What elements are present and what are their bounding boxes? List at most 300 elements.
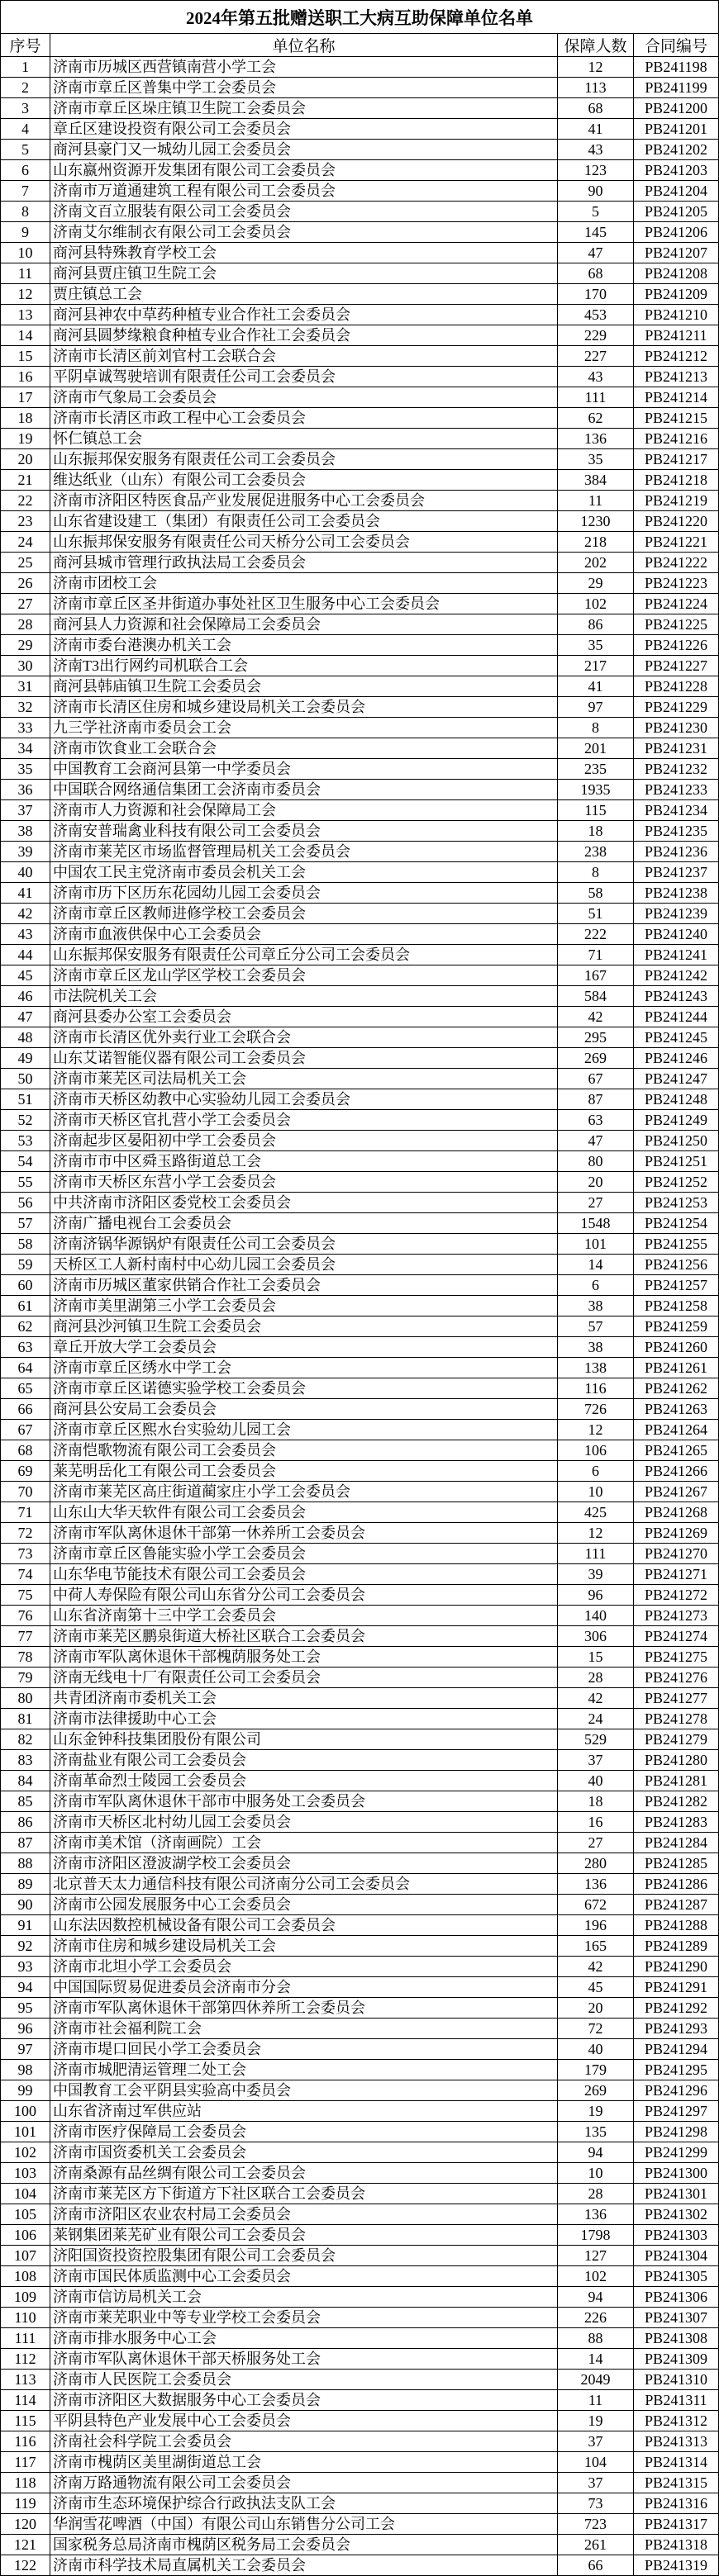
row-unit-name: 济南市公园发展服务中心工会委员会 (50, 1895, 558, 1915)
row-count: 140 (558, 1606, 634, 1626)
row-seq: 122 (1, 2555, 50, 2576)
table-row (1, 1812, 719, 1833)
table-row (1, 842, 719, 862)
row-count: 2049 (558, 2370, 634, 2390)
row-seq: 54 (1, 1151, 50, 1172)
row-seq: 35 (1, 759, 50, 780)
row-count: 19 (558, 2411, 634, 2431)
row-seq: 83 (1, 1750, 50, 1771)
table-row (1, 1420, 719, 1440)
row-unit-name: 济南市天桥区官扎营小学工会委员会 (50, 1110, 558, 1131)
row-unit-name: 济南市信访局机关工会 (50, 2287, 558, 2308)
row-count: 62 (558, 408, 634, 429)
row-unit-name: 山东振邦保安服务有限责任公司工会委员会 (50, 449, 558, 470)
row-count: 24 (558, 1709, 634, 1729)
row-unit-name: 济南市科学技术局直属机关工会委员会 (50, 2555, 558, 2576)
row-seq: 27 (1, 594, 50, 614)
row-contract: PB241250 (634, 1131, 719, 1151)
row-contract: PB241267 (634, 1482, 719, 1502)
row-seq: 94 (1, 1977, 50, 1998)
table-row (1, 1874, 719, 1895)
row-count: 529 (558, 1729, 634, 1750)
row-contract: PB241200 (634, 98, 719, 119)
table-row (1, 656, 719, 676)
row-contract: PB241288 (634, 1915, 719, 1936)
row-seq: 102 (1, 2142, 50, 2163)
row-count: 43 (558, 367, 634, 387)
row-seq: 86 (1, 1812, 50, 1833)
row-unit-name: 贾庄镇总工会 (50, 284, 558, 305)
row-contract: PB241274 (634, 1626, 719, 1647)
table-row (1, 1151, 719, 1172)
table-row (1, 1089, 719, 1110)
row-seq: 67 (1, 1420, 50, 1440)
row-contract: PB241252 (634, 1172, 719, 1193)
row-count: 111 (558, 387, 634, 408)
table-row (1, 883, 719, 904)
row-seq: 45 (1, 965, 50, 986)
row-count: 1935 (558, 780, 634, 800)
row-unit-name: 济南无线电十厂有限责任公司工会委员会 (50, 1668, 558, 1688)
row-count: 19 (558, 2101, 634, 2122)
row-unit-name: 山东山大华天软件有限公司工会委员会 (50, 1502, 558, 1523)
row-unit-name: 济南市莱芜区鹏泉街道大桥社区联合工会委员会 (50, 1626, 558, 1647)
row-seq: 59 (1, 1255, 50, 1275)
table-row (1, 904, 719, 924)
row-contract: PB241292 (634, 1998, 719, 2019)
row-unit-name: 山东艾诺智能仪器有限公司工会委员会 (50, 1048, 558, 1069)
row-contract: PB241269 (634, 1523, 719, 1544)
row-count: 115 (558, 800, 634, 821)
row-unit-name: 中国农工民主党济南市委员会机关工会 (50, 862, 558, 883)
row-count: 135 (558, 2122, 634, 2142)
row-contract: PB241254 (634, 1213, 719, 1234)
row-count: 269 (558, 1048, 634, 1069)
row-count: 111 (558, 1544, 634, 1564)
row-count: 15 (558, 1647, 634, 1668)
table-row (1, 2266, 719, 2287)
row-seq: 8 (1, 202, 50, 222)
row-count: 41 (558, 119, 634, 140)
row-unit-name: 商河县圆梦缘粮食种植专业合作社工会委员会 (50, 325, 558, 346)
row-contract: PB241310 (634, 2370, 719, 2390)
row-count: 116 (558, 1378, 634, 1399)
row-seq: 34 (1, 738, 50, 759)
row-seq: 113 (1, 2370, 50, 2390)
row-unit-name: 商河县韩庙镇卫生院工会委员会 (50, 676, 558, 697)
row-unit-name: 济南市济阳区农业农村局工会委员会 (50, 2204, 558, 2225)
row-count: 136 (558, 2204, 634, 2225)
row-count: 12 (558, 57, 634, 78)
row-seq: 80 (1, 1688, 50, 1709)
row-unit-name: 济南市国民体质监测中心工会委员会 (50, 2266, 558, 2287)
row-contract: PB241319 (634, 2555, 719, 2576)
row-seq: 28 (1, 614, 50, 635)
row-unit-name: 济南安普瑞禽业科技有限公司工会委员会 (50, 821, 558, 842)
table-row (1, 924, 719, 945)
row-seq: 26 (1, 573, 50, 594)
table-row (1, 2452, 719, 2473)
row-contract: PB241228 (634, 676, 719, 697)
row-unit-name: 商河县委办公室工会委员会 (50, 1007, 558, 1027)
row-unit-name: 济南市人力资源和社会保障局工会 (50, 800, 558, 821)
table-row (1, 2555, 719, 2576)
row-contract: PB241220 (634, 511, 719, 532)
row-count: 12 (558, 1420, 634, 1440)
row-seq: 105 (1, 2204, 50, 2225)
row-count: 14 (558, 2349, 634, 2370)
row-count: 37 (558, 1750, 634, 1771)
row-seq: 117 (1, 2452, 50, 2473)
row-unit-name: 济南市国资委机关工会委员会 (50, 2142, 558, 2163)
table-row (1, 1957, 719, 1977)
table-row (1, 1647, 719, 1668)
row-contract: PB241282 (634, 1791, 719, 1812)
row-count: 41 (558, 676, 634, 697)
row-unit-name: 商河县公安局工会委员会 (50, 1399, 558, 1420)
row-contract: PB241202 (634, 140, 719, 160)
row-count: 28 (558, 1668, 634, 1688)
row-unit-name: 济南恺歌物流有限公司工会委员会 (50, 1440, 558, 1461)
table-row (1, 1668, 719, 1688)
table-row (1, 284, 719, 305)
row-seq: 20 (1, 449, 50, 470)
row-unit-name: 济南市济阳区澄波湖学校工会委员会 (50, 1853, 558, 1874)
table-row (1, 263, 719, 284)
row-count: 37 (558, 2431, 634, 2452)
row-count: 66 (558, 2555, 634, 2576)
row-count: 113 (558, 78, 634, 98)
row-seq: 103 (1, 2163, 50, 2184)
row-contract: PB241289 (634, 1936, 719, 1957)
table-row (1, 986, 719, 1007)
row-contract: PB241218 (634, 470, 719, 491)
row-count: 280 (558, 1853, 634, 1874)
row-unit-name: 济南市章丘区普集中学工会委员会 (50, 78, 558, 98)
row-seq: 77 (1, 1626, 50, 1647)
row-seq: 85 (1, 1791, 50, 1812)
table-row (1, 2473, 719, 2493)
row-seq: 81 (1, 1709, 50, 1729)
header-contract: 合同编号 (634, 34, 719, 57)
row-count: 35 (558, 635, 634, 656)
table-body (1, 57, 719, 2576)
row-seq: 61 (1, 1296, 50, 1316)
row-count: 11 (558, 491, 634, 511)
row-seq: 12 (1, 284, 50, 305)
table-row (1, 676, 719, 697)
row-contract: PB241211 (634, 325, 719, 346)
row-count: 97 (558, 697, 634, 718)
row-contract: PB241230 (634, 718, 719, 738)
row-seq: 72 (1, 1523, 50, 1544)
row-count: 104 (558, 2452, 634, 2473)
row-seq: 51 (1, 1089, 50, 1110)
row-count: 39 (558, 1564, 634, 1585)
row-unit-name: 莱芜明岳化工有限公司工会委员会 (50, 1461, 558, 1482)
row-seq: 10 (1, 243, 50, 263)
row-contract: PB241246 (634, 1048, 719, 1069)
row-unit-name: 济南市法律援助中心工会 (50, 1709, 558, 1729)
row-unit-name: 山东省济南过军供应站 (50, 2101, 558, 2122)
row-unit-name: 济南市万道通建筑工程有限公司工会委员会 (50, 181, 558, 202)
row-contract: PB241259 (634, 1316, 719, 1337)
row-seq: 71 (1, 1502, 50, 1523)
header-row (1, 34, 719, 57)
table-row (1, 1378, 719, 1399)
row-unit-name: 济南市章丘区垛庄镇卫生院工会委员会 (50, 98, 558, 119)
row-count: 40 (558, 2039, 634, 2060)
table-row (1, 1399, 719, 1420)
row-unit-name: 山东嬴州资源开发集团有限公司工会委员会 (50, 160, 558, 181)
row-seq: 4 (1, 119, 50, 140)
row-unit-name: 济南市气象局工会委员会 (50, 387, 558, 408)
row-count: 584 (558, 986, 634, 1007)
row-contract: PB241280 (634, 1750, 719, 1771)
row-seq: 91 (1, 1915, 50, 1936)
row-contract: PB241270 (634, 1544, 719, 1564)
row-count: 10 (558, 1482, 634, 1502)
row-seq: 14 (1, 325, 50, 346)
row-unit-name: 济南市莱芜区方下街道方下社区联合工会委员会 (50, 2184, 558, 2204)
row-unit-name: 山东省建设建工（集团）有限责任公司工会委员会 (50, 511, 558, 532)
row-unit-name: 济南市章丘区鲁能实验小学工会委员会 (50, 1544, 558, 1564)
row-count: 12 (558, 1523, 634, 1544)
row-unit-name: 济南市历城区董家供销合作社工会委员会 (50, 1275, 558, 1296)
row-contract: PB241249 (634, 1110, 719, 1131)
row-count: 51 (558, 904, 634, 924)
row-seq: 76 (1, 1606, 50, 1626)
row-count: 229 (558, 325, 634, 346)
row-unit-name: 济南文百立服装有限公司工会委员会 (50, 202, 558, 222)
table-row (1, 1337, 719, 1358)
row-contract: PB241240 (634, 924, 719, 945)
table-row (1, 1027, 719, 1048)
row-unit-name: 维达纸业（山东）有限公司工会委员会 (50, 470, 558, 491)
row-seq: 57 (1, 1213, 50, 1234)
row-count: 42 (558, 1688, 634, 1709)
table-row (1, 614, 719, 635)
row-unit-name: 平阴县特色产业发展中心工会委员会 (50, 2411, 558, 2431)
row-contract: PB241293 (634, 2019, 719, 2039)
row-seq: 73 (1, 1544, 50, 1564)
row-unit-name: 济南桑源有品丝绸有限公司工会委员会 (50, 2163, 558, 2184)
table-row (1, 1771, 719, 1791)
row-unit-name: 济南市排水服务中心工会 (50, 2328, 558, 2349)
table-row (1, 1626, 719, 1647)
row-count: 127 (558, 2246, 634, 2266)
row-count: 453 (558, 305, 634, 325)
table-row (1, 1255, 719, 1275)
table-row (1, 181, 719, 202)
row-unit-name: 商河县城市管理行政执法局工会委员会 (50, 553, 558, 573)
row-count: 16 (558, 1812, 634, 1833)
table-row (1, 78, 719, 98)
table-row (1, 346, 719, 367)
table-row (1, 470, 719, 491)
row-unit-name: 济南市长清区优外卖行业工会联合会 (50, 1027, 558, 1048)
row-unit-name: 商河县豪门又一城幼儿园工会委员会 (50, 140, 558, 160)
row-unit-name: 莱钢集团莱芜矿业有限公司工会委员会 (50, 2225, 558, 2246)
row-contract: PB241238 (634, 883, 719, 904)
table-row (1, 2535, 719, 2555)
row-unit-name: 济南市长清区前刘官村工会联合会 (50, 346, 558, 367)
row-unit-name: 商河县贾庄镇卫生院工会 (50, 263, 558, 284)
row-unit-name: 济南市济阳区特医食品产业发展促进服务中心工会委员会 (50, 491, 558, 511)
row-count: 235 (558, 759, 634, 780)
row-count: 38 (558, 1337, 634, 1358)
row-count: 5 (558, 202, 634, 222)
row-seq: 69 (1, 1461, 50, 1482)
row-unit-name: 济南市城肥清运管理二处工会 (50, 2060, 558, 2080)
header-count: 保障人数 (558, 34, 634, 57)
row-unit-name: 中荷人寿保险有限公司山东省分公司工会委员会 (50, 1585, 558, 1606)
row-unit-name: 济南市委台港澳办机关工会 (50, 635, 558, 656)
row-unit-name: 济南市生态环境保护综合行政执法支队工会 (50, 2493, 558, 2514)
row-count: 88 (558, 2328, 634, 2349)
row-count: 1230 (558, 511, 634, 532)
row-seq: 63 (1, 1337, 50, 1358)
row-unit-name: 济南T3出行网约司机联合工会 (50, 656, 558, 676)
row-seq: 99 (1, 2080, 50, 2101)
table-row (1, 160, 719, 181)
row-contract: PB241215 (634, 408, 719, 429)
table-row (1, 2039, 719, 2060)
row-seq: 41 (1, 883, 50, 904)
row-contract: PB241258 (634, 1296, 719, 1316)
table-row (1, 1275, 719, 1296)
row-contract: PB241278 (634, 1709, 719, 1729)
table-row (1, 429, 719, 449)
row-contract: PB241296 (634, 2080, 719, 2101)
row-unit-name: 商河县沙河镇卫生院工会委员会 (50, 1316, 558, 1337)
row-seq: 62 (1, 1316, 50, 1337)
row-count: 14 (558, 1255, 634, 1275)
table-row (1, 1998, 719, 2019)
row-seq: 43 (1, 924, 50, 945)
row-seq: 95 (1, 1998, 50, 2019)
row-contract: PB241308 (634, 2328, 719, 2349)
row-seq: 13 (1, 305, 50, 325)
row-contract: PB241264 (634, 1420, 719, 1440)
table-row (1, 1440, 719, 1461)
row-unit-name: 山东振邦保安服务有限责任公司天桥分公司工会委员会 (50, 532, 558, 553)
row-contract: PB241276 (634, 1668, 719, 1688)
row-count: 226 (558, 2308, 634, 2328)
row-count: 29 (558, 573, 634, 594)
row-contract: PB241209 (634, 284, 719, 305)
row-count: 1798 (558, 2225, 634, 2246)
row-seq: 39 (1, 842, 50, 862)
row-seq: 32 (1, 697, 50, 718)
row-unit-name: 济南市槐荫区美里湖街道总工会 (50, 2452, 558, 2473)
row-contract: PB241312 (634, 2411, 719, 2431)
row-contract: PB241229 (634, 697, 719, 718)
row-seq: 97 (1, 2039, 50, 2060)
row-count: 102 (558, 594, 634, 614)
row-seq: 52 (1, 1110, 50, 1131)
row-unit-name: 济南市堤口回民小学工会委员会 (50, 2039, 558, 2060)
row-unit-name: 中国联合网络通信集团工会济南市委员会 (50, 780, 558, 800)
table-row (1, 222, 719, 243)
table-row (1, 1688, 719, 1709)
row-count: 425 (558, 1502, 634, 1523)
table-row (1, 1977, 719, 1998)
row-seq: 78 (1, 1647, 50, 1668)
row-count: 38 (558, 1296, 634, 1316)
table-row (1, 1709, 719, 1729)
row-count: 45 (558, 1977, 634, 1998)
row-contract: PB241237 (634, 862, 719, 883)
table-row (1, 1482, 719, 1502)
row-seq: 25 (1, 553, 50, 573)
row-unit-name: 济南市军队离休退休干部市中服务处工会委员会 (50, 1791, 558, 1812)
row-count: 196 (558, 1915, 634, 1936)
row-count: 726 (558, 1399, 634, 1420)
table-row (1, 759, 719, 780)
row-unit-name: 济南市社会福利院工会 (50, 2019, 558, 2039)
row-seq: 48 (1, 1027, 50, 1048)
row-unit-name: 山东振邦保安服务有限责任公司章丘分公司工会委员会 (50, 945, 558, 965)
table-row (1, 862, 719, 883)
row-contract: PB241232 (634, 759, 719, 780)
row-seq: 30 (1, 656, 50, 676)
row-unit-name: 济南市美里湖第三小学工会委员会 (50, 1296, 558, 1316)
row-contract: PB241223 (634, 573, 719, 594)
table-row (1, 697, 719, 718)
row-contract: PB241313 (634, 2431, 719, 2452)
row-seq: 33 (1, 718, 50, 738)
table-row (1, 1729, 719, 1750)
table-row (1, 57, 719, 78)
table-row (1, 532, 719, 553)
row-seq: 109 (1, 2287, 50, 2308)
row-unit-name: 济南革命烈士陵园工会委员会 (50, 1771, 558, 1791)
row-unit-name: 济南市济阳区大数据服务中心工会委员会 (50, 2390, 558, 2411)
row-count: 6 (558, 1275, 634, 1296)
row-seq: 23 (1, 511, 50, 532)
row-contract: PB241281 (634, 1771, 719, 1791)
row-count: 42 (558, 1957, 634, 1977)
table-row (1, 1193, 719, 1213)
table-row (1, 2287, 719, 2308)
table-row (1, 1895, 719, 1915)
table-row (1, 1234, 719, 1255)
row-unit-name: 济南市团校工会 (50, 573, 558, 594)
table-row (1, 491, 719, 511)
table-row (1, 449, 719, 470)
row-contract: PB241304 (634, 2246, 719, 2266)
row-seq: 66 (1, 1399, 50, 1420)
row-seq: 64 (1, 1358, 50, 1378)
row-unit-name: 济南市天桥区幼教中心实验幼儿园工会委员会 (50, 1089, 558, 1110)
row-seq: 3 (1, 98, 50, 119)
row-count: 57 (558, 1316, 634, 1337)
table-row (1, 2349, 719, 2370)
row-contract: PB241286 (634, 1874, 719, 1895)
row-unit-name: 济南万路通物流有限公司工会委员会 (50, 2473, 558, 2493)
row-unit-name: 济南市长清区住房和城乡建设局机关工会委员会 (50, 697, 558, 718)
row-unit-name: 平阴卓诚驾驶培训有限责任公司工会委员会 (50, 367, 558, 387)
row-contract: PB241265 (634, 1440, 719, 1461)
row-count: 1548 (558, 1213, 634, 1234)
row-seq: 79 (1, 1668, 50, 1688)
row-count: 218 (558, 532, 634, 553)
table-row (1, 2184, 719, 2204)
row-contract: PB241294 (634, 2039, 719, 2060)
row-count: 20 (558, 1172, 634, 1193)
table-row (1, 1853, 719, 1874)
